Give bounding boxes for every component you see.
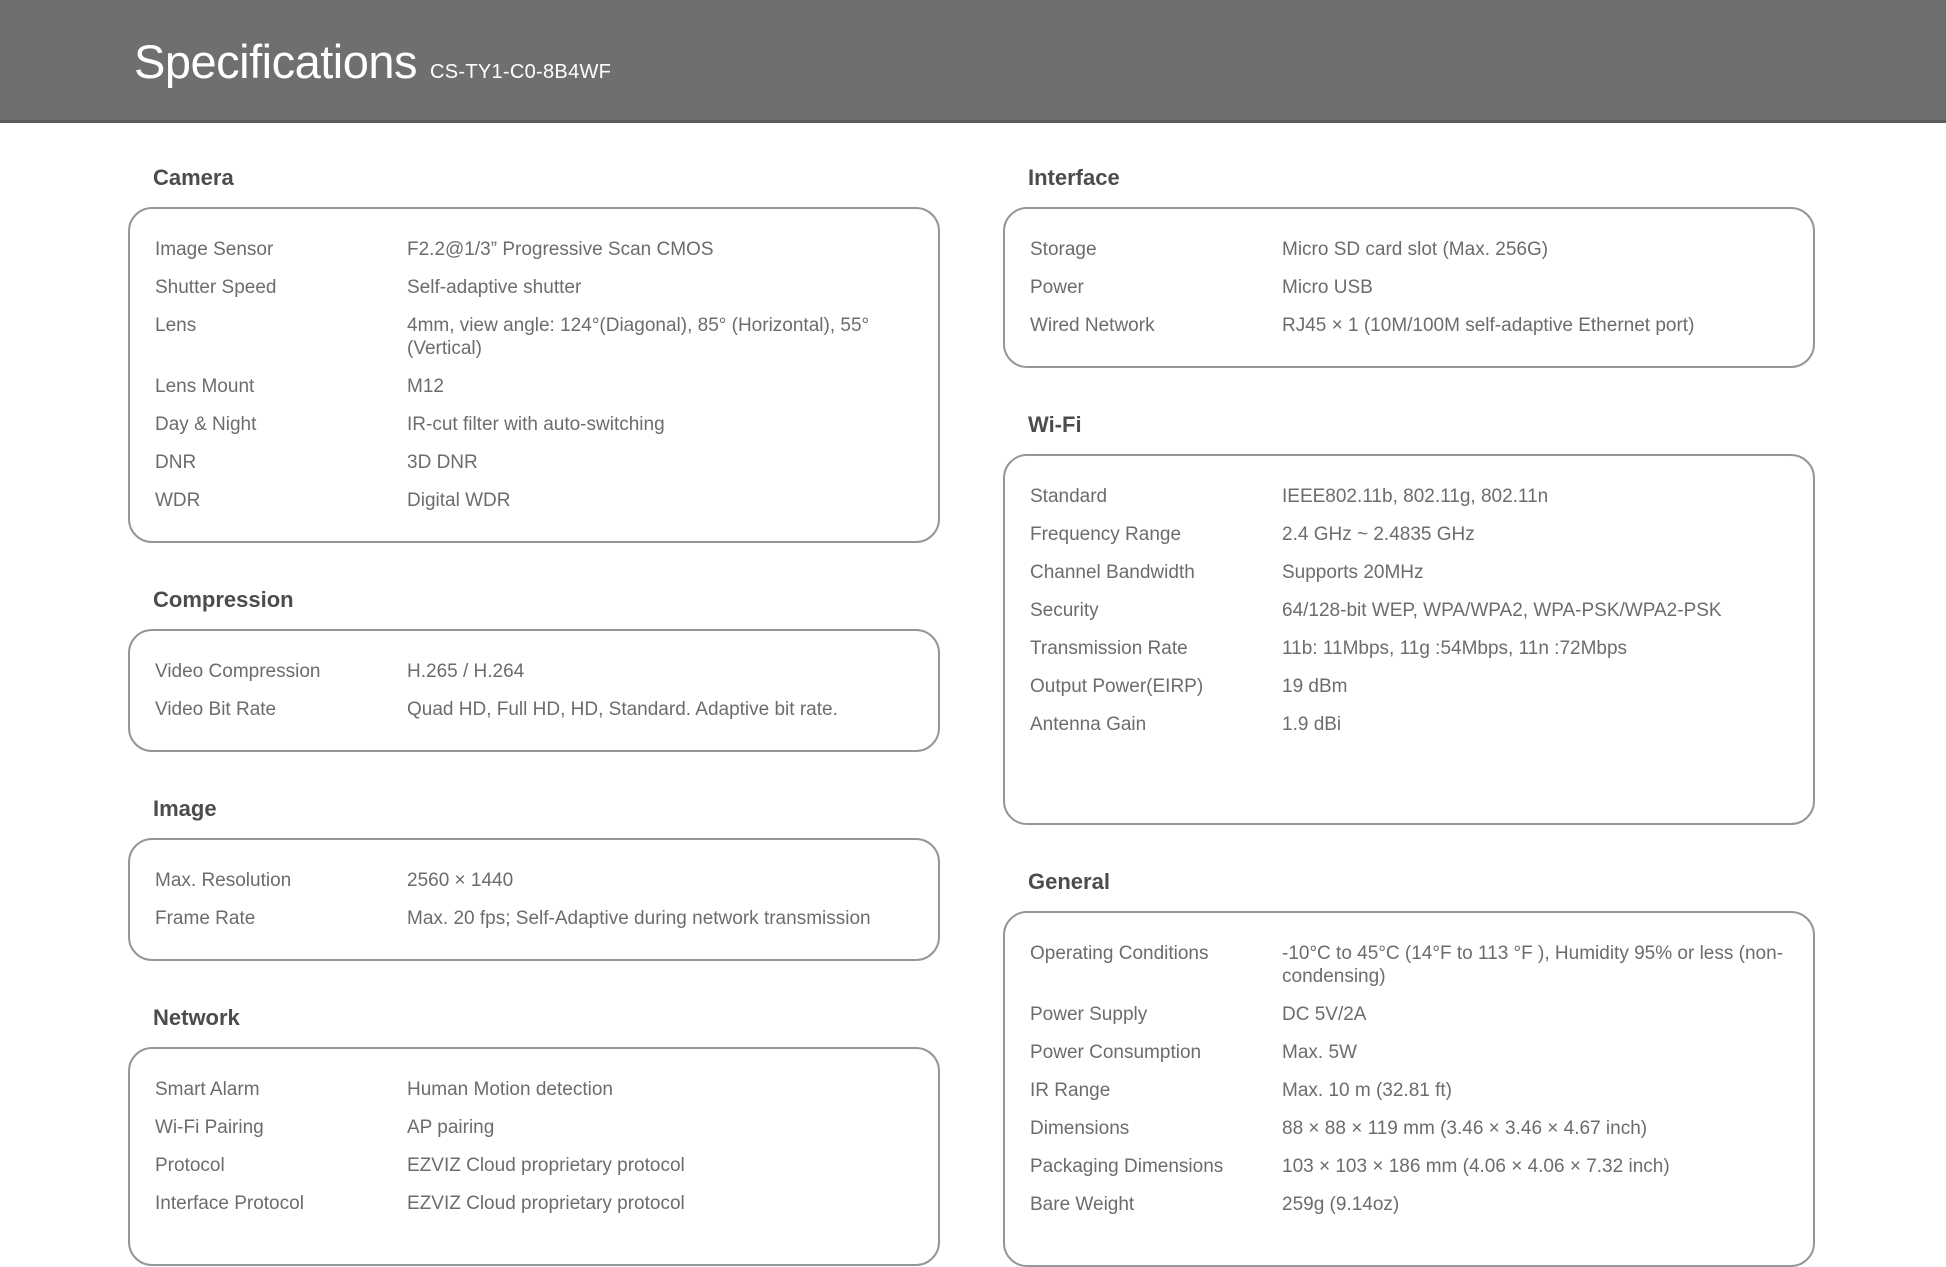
spec-value: Micro USB <box>1282 277 1373 298</box>
spec-value: 64/128-bit WEP, WPA/WPA2, WPA-PSK/WPA2-PSK <box>1282 600 1722 621</box>
spec-row <box>155 1078 910 1101</box>
spec-label: Wired Network <box>1030 315 1155 336</box>
spec-value: Quad HD, Full HD, HD, Standard. Adaptive bit rate. <box>407 699 838 720</box>
section-camera <box>128 165 940 543</box>
spec-row <box>1030 713 1785 736</box>
spec-box <box>128 629 940 752</box>
spec-row <box>155 1154 910 1177</box>
spec-value: Digital WDR <box>407 490 511 511</box>
spec-row <box>1030 485 1785 508</box>
spec-box <box>128 838 940 961</box>
section-image <box>128 796 940 961</box>
spec-label: WDR <box>155 490 201 511</box>
header-bar <box>0 0 1946 123</box>
content <box>0 123 1946 1267</box>
section-general <box>1003 869 1815 1267</box>
spec-row <box>1030 1079 1785 1102</box>
section-title: Wi-Fi <box>1028 412 1082 437</box>
spec-row <box>155 907 910 930</box>
spec-label: Operating Conditions <box>1030 943 1209 964</box>
spec-row <box>1030 1155 1785 1178</box>
spec-label: Transmission Rate <box>1030 638 1188 659</box>
spec-row <box>1030 942 1785 988</box>
right-column <box>1003 165 1815 1267</box>
spec-row <box>1030 675 1785 698</box>
page-title: Specifications <box>134 35 417 88</box>
spec-box <box>1003 911 1815 1267</box>
section-title: General <box>1028 869 1110 894</box>
spec-label: Security <box>1030 600 1099 621</box>
spec-value: Micro SD card slot (Max. 256G) <box>1282 239 1549 260</box>
spec-label: Power Consumption <box>1030 1042 1202 1063</box>
spec-label: Video Compression <box>155 661 321 682</box>
spec-row <box>1030 1193 1785 1216</box>
spec-label: Dimensions <box>1030 1118 1130 1139</box>
spec-value: Self-adaptive shutter <box>407 277 582 298</box>
spec-label: Bare Weight <box>1030 1194 1135 1215</box>
spec-row <box>1030 276 1785 299</box>
section-title: Compression <box>153 587 294 612</box>
spec-row <box>1030 1041 1785 1064</box>
spec-row <box>155 314 910 360</box>
section-interface <box>1003 165 1815 368</box>
spec-label: Storage <box>1030 239 1097 260</box>
spec-label: Frame Rate <box>155 908 256 929</box>
spec-value: Max. 10 m (32.81 ft) <box>1282 1080 1453 1101</box>
spec-value: Max. 5W <box>1282 1042 1357 1063</box>
left-column <box>128 165 940 1267</box>
spec-row <box>1030 314 1785 337</box>
spec-value: Human Motion detection <box>407 1079 613 1100</box>
spec-label: Max. Resolution <box>155 870 292 891</box>
spec-label: Power Supply <box>1030 1004 1148 1025</box>
spec-row <box>1030 1117 1785 1140</box>
spec-label: Antenna Gain <box>1030 714 1147 735</box>
spec-label: Interface Protocol <box>155 1193 304 1214</box>
spec-value: 259g (9.14oz) <box>1282 1194 1400 1215</box>
spec-value: 4mm, view angle: 124°(Diagonal), 85° (Horizontal), 55°(Vertical) <box>407 315 870 359</box>
spec-row <box>155 238 910 261</box>
spec-label: Shutter Speed <box>155 277 277 298</box>
spec-label: Day & Night <box>155 414 257 435</box>
section-title: Camera <box>153 165 234 190</box>
spec-label: Lens Mount <box>155 376 255 397</box>
spec-value: 1.9 dBi <box>1282 714 1342 735</box>
spec-value: DC 5V/2A <box>1282 1004 1367 1025</box>
section-title: Image <box>153 796 217 821</box>
spec-label: Power <box>1030 277 1084 298</box>
spec-row <box>155 660 910 683</box>
model-number: CS-TY1-C0-8B4WF <box>430 61 612 83</box>
spec-row <box>155 451 910 474</box>
spec-row <box>155 1192 910 1215</box>
spec-value: 19 dBm <box>1282 676 1348 697</box>
spec-value: IEEE802.11b, 802.11g, 802.11n <box>1282 486 1549 507</box>
section-network <box>128 1005 940 1266</box>
spec-value: Max. 20 fps; Self-Adaptive during network transmission <box>407 908 871 929</box>
spec-value: AP pairing <box>407 1117 495 1138</box>
spec-value: M12 <box>407 376 444 397</box>
section-wi-fi <box>1003 412 1815 825</box>
spec-label: Frequency Range <box>1030 524 1182 545</box>
spec-box <box>1003 454 1815 825</box>
spec-value: IR-cut filter with auto-switching <box>407 414 665 435</box>
spec-box <box>128 1047 940 1266</box>
spec-label: Standard <box>1030 486 1108 507</box>
spec-value: H.265 / H.264 <box>407 661 525 682</box>
spec-label: Smart Alarm <box>155 1079 260 1100</box>
spec-row <box>155 698 910 721</box>
spec-value: 2560 × 1440 <box>407 870 514 891</box>
spec-row <box>155 1116 910 1139</box>
spec-label: Protocol <box>155 1155 225 1176</box>
spec-value: EZVIZ Cloud proprietary protocol <box>407 1193 685 1214</box>
spec-row <box>1030 637 1785 660</box>
spec-row <box>1030 1003 1785 1026</box>
spec-value: 3D DNR <box>407 452 478 473</box>
spec-row <box>155 869 910 892</box>
spec-row <box>155 413 910 436</box>
spec-value: EZVIZ Cloud proprietary protocol <box>407 1155 685 1176</box>
spec-row <box>155 276 910 299</box>
spec-box <box>1003 207 1815 368</box>
spec-label: IR Range <box>1030 1080 1111 1101</box>
spec-label: Wi-Fi Pairing <box>155 1117 264 1138</box>
section-title: Interface <box>1028 165 1120 190</box>
spec-row <box>1030 523 1785 546</box>
spec-value: 2.4 GHz ~ 2.4835 GHz <box>1282 524 1475 545</box>
spec-value: -10°C to 45°C (14°F to 113 °F ), Humidity 95% or less (non-condensing) <box>1282 943 1784 987</box>
spec-label: Packaging Dimensions <box>1030 1156 1224 1177</box>
spec-label: Image Sensor <box>155 239 274 260</box>
spec-value: 103 × 103 × 186 mm (4.06 × 4.06 × 7.32 inch) <box>1282 1156 1670 1177</box>
spec-label: Lens <box>155 315 197 336</box>
spec-label: Output Power(EIRP) <box>1030 676 1204 697</box>
spec-value: Supports 20MHz <box>1282 562 1424 583</box>
spec-label: Video Bit Rate <box>155 699 277 720</box>
spec-value: RJ45 × 1 (10M/100M self-adaptive Ethernet port) <box>1282 315 1695 336</box>
spec-box <box>128 207 940 543</box>
spec-row <box>155 489 910 512</box>
spec-value: 88 × 88 × 119 mm (3.46 × 3.46 × 4.67 inch) <box>1282 1118 1648 1139</box>
section-compression <box>128 587 940 752</box>
spec-row <box>1030 561 1785 584</box>
spec-value: 11b: 11Mbps, 11g :54Mbps, 11n :72Mbps <box>1282 638 1628 659</box>
section-title: Network <box>153 1005 240 1030</box>
spec-row <box>1030 238 1785 261</box>
spec-row <box>155 375 910 398</box>
spec-value: F2.2@1/3” Progressive Scan CMOS <box>407 239 714 260</box>
spec-label: DNR <box>155 452 197 473</box>
spec-label: Channel Bandwidth <box>1030 562 1195 583</box>
spec-row <box>1030 599 1785 622</box>
